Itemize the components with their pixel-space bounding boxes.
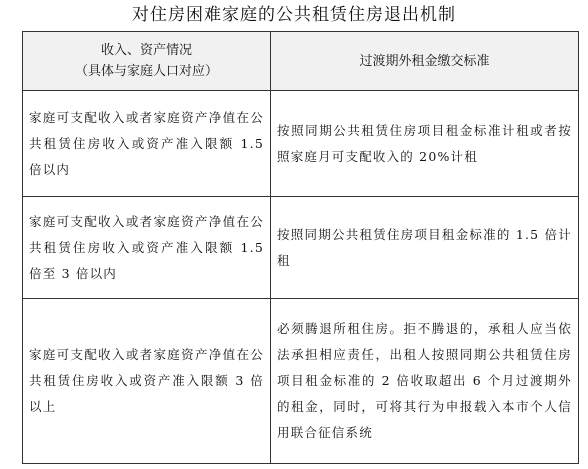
condition-cell: 家庭可支配收入或者家庭资产净值在公共租赁住房收入或资产准入限额 1.5 倍以内 <box>23 91 271 197</box>
table-row <box>23 197 579 299</box>
table-header-row <box>23 32 579 91</box>
standard-cell: 按照同期公共租赁住房项目租金标准计租或者按照家庭月可支配收入的 20%计租 <box>271 91 579 197</box>
header-income-assets-note: （具体与家庭人口对应） <box>74 64 218 79</box>
header-income-assets-title: 收入、资产情况 <box>100 43 192 58</box>
table-row <box>23 91 579 197</box>
header-income-assets <box>23 32 271 91</box>
condition-cell: 家庭可支配收入或者家庭资产净值在公共租赁住房收入或资产准入限额 1.5 倍至 3 倍以内 <box>23 197 271 299</box>
table-row <box>23 299 579 464</box>
standard-cell: 必须腾退所租住房。拒不腾退的，承租人应当依法承担相应责任，出租人按照同期公共租赁住房项目租金标准的 2 倍收取超出 6 个月过渡期外的租金，同时，可将其行为申报载入本市个人信用联合征信系统 <box>271 299 579 464</box>
condition-cell: 家庭可支配收入或者家庭资产净值在公共租赁住房收入或资产准入限额 3 倍以上 <box>23 299 271 464</box>
header-rent-standard: 过渡期外租金缴交标准 <box>271 32 579 91</box>
document-title: 对住房困难家庭的公共租赁住房退出机制 <box>132 5 456 25</box>
standard-cell: 按照同期公共租赁住房项目租金标准的 1.5 倍计租 <box>271 197 579 299</box>
exit-mechanism-table <box>22 31 579 464</box>
